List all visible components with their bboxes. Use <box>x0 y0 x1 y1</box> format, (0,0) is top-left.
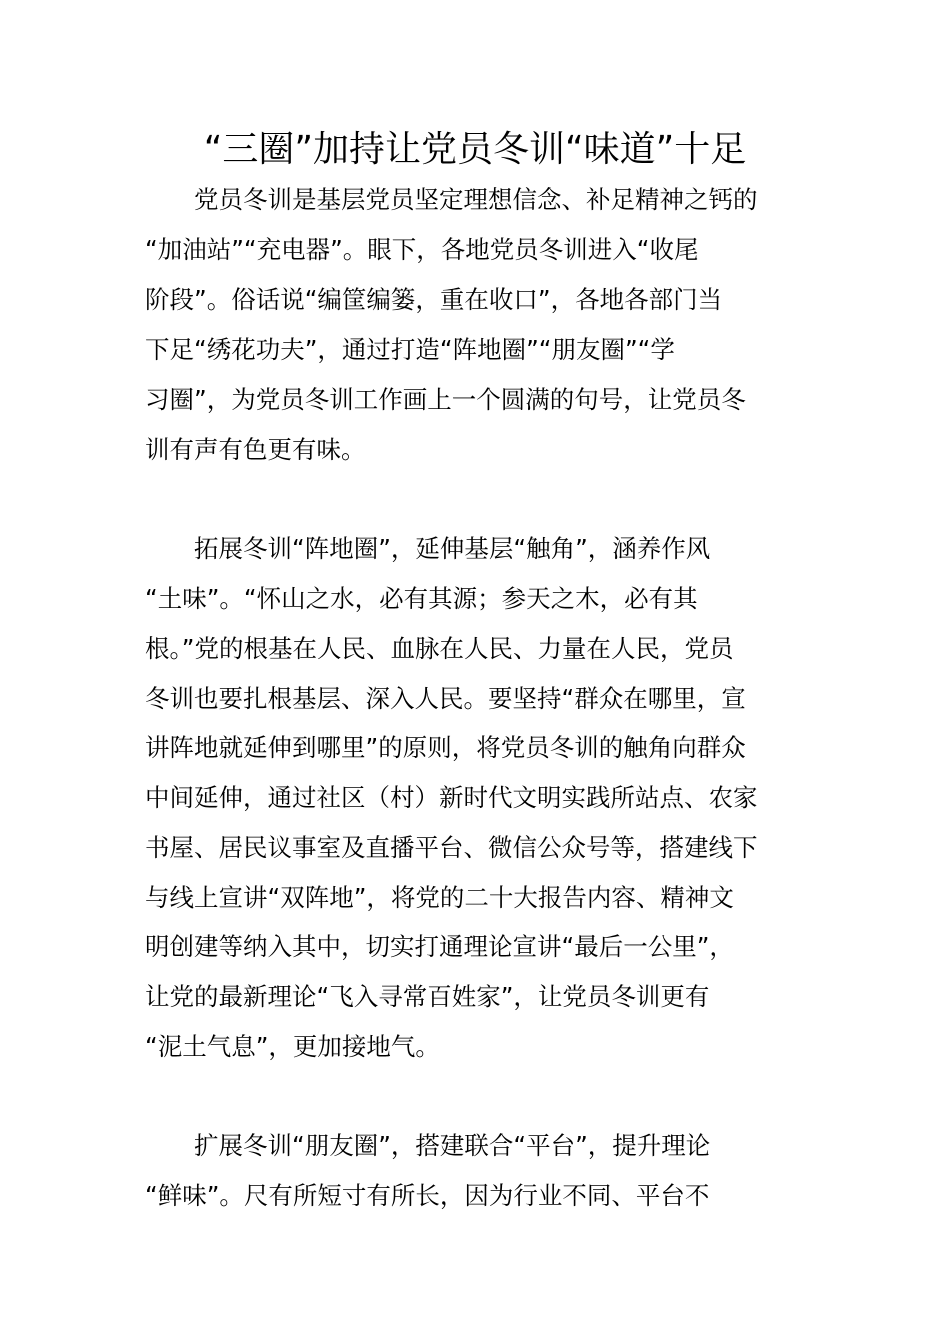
paragraph-1-line-3: 阶段”。俗话说“编筐编篓，重在收口”，各地各部门当 <box>145 285 723 314</box>
paragraph-2-line-11: “泥土气息”，更加接地气。 <box>145 1032 440 1061</box>
paragraph-2-line-3: 根。”党的根基在人民、血脉在人民、力量在人民，党员 <box>145 634 734 663</box>
paragraph-2-line-6: 中间延伸，通过社区（村）新时代文明实践所站点、农家 <box>145 783 758 812</box>
paragraph-2-line-1: 拓展冬训“阵地圈”，延伸基层“触角”，涵养作风 <box>145 534 711 563</box>
paragraph-2-line-9: 明创建等纳入其中，切实打通理论宣讲“最后一公里”， <box>145 932 734 961</box>
paragraph-2-line-4: 冬训也要扎根基层、深入人民。要坚持“群众在哪里，宣 <box>145 684 746 713</box>
paragraph-2-line-8: 与线上宣讲“双阵地”，将党的二十大报告内容、精神文 <box>145 883 734 912</box>
paragraph-1-line-5: 习圈”，为党员冬训工作画上一个圆满的句号，让党员冬 <box>145 385 746 414</box>
paragraph-3-line-1: 扩展冬训“朋友圈”，搭建联合“平台”，提升理论 <box>145 1131 711 1160</box>
paragraph-2-line-2: “土味”。“怀山之水，必有其源；参天之木，必有其 <box>145 584 698 613</box>
paragraph-2-line-7: 书屋、居民议事室及直播平台、微信公众号等，搭建线下 <box>145 833 758 862</box>
paragraph-2-line-10: 让党的最新理论“飞入寻常百姓家”，让党员冬训更有 <box>145 982 710 1011</box>
paragraph-1-line-6: 训有声有色更有味。 <box>145 435 366 464</box>
paragraph-2-line-5: 讲阵地就延伸到哪里”的原则，将党员冬训的触角向群众 <box>145 733 746 762</box>
paragraph-3-line-2: “鲜味”。尺有所短寸有所长，因为行业不同、平台不 <box>145 1181 710 1210</box>
document-title: “三圈”加持让党员冬训“味道”十足 <box>203 129 747 170</box>
paragraph-1-line-1: 党员冬训是基层党员坚定理想信念、补足精神之钙的 <box>145 185 758 214</box>
paragraph-1-line-4: 下足“绣花功夫”，通过打造“阵地圈”“朋友圈”“学 <box>145 335 675 364</box>
paragraph-1-line-2: “加油站”“充电器”。眼下，各地党员冬训进入“收尾 <box>145 235 699 264</box>
